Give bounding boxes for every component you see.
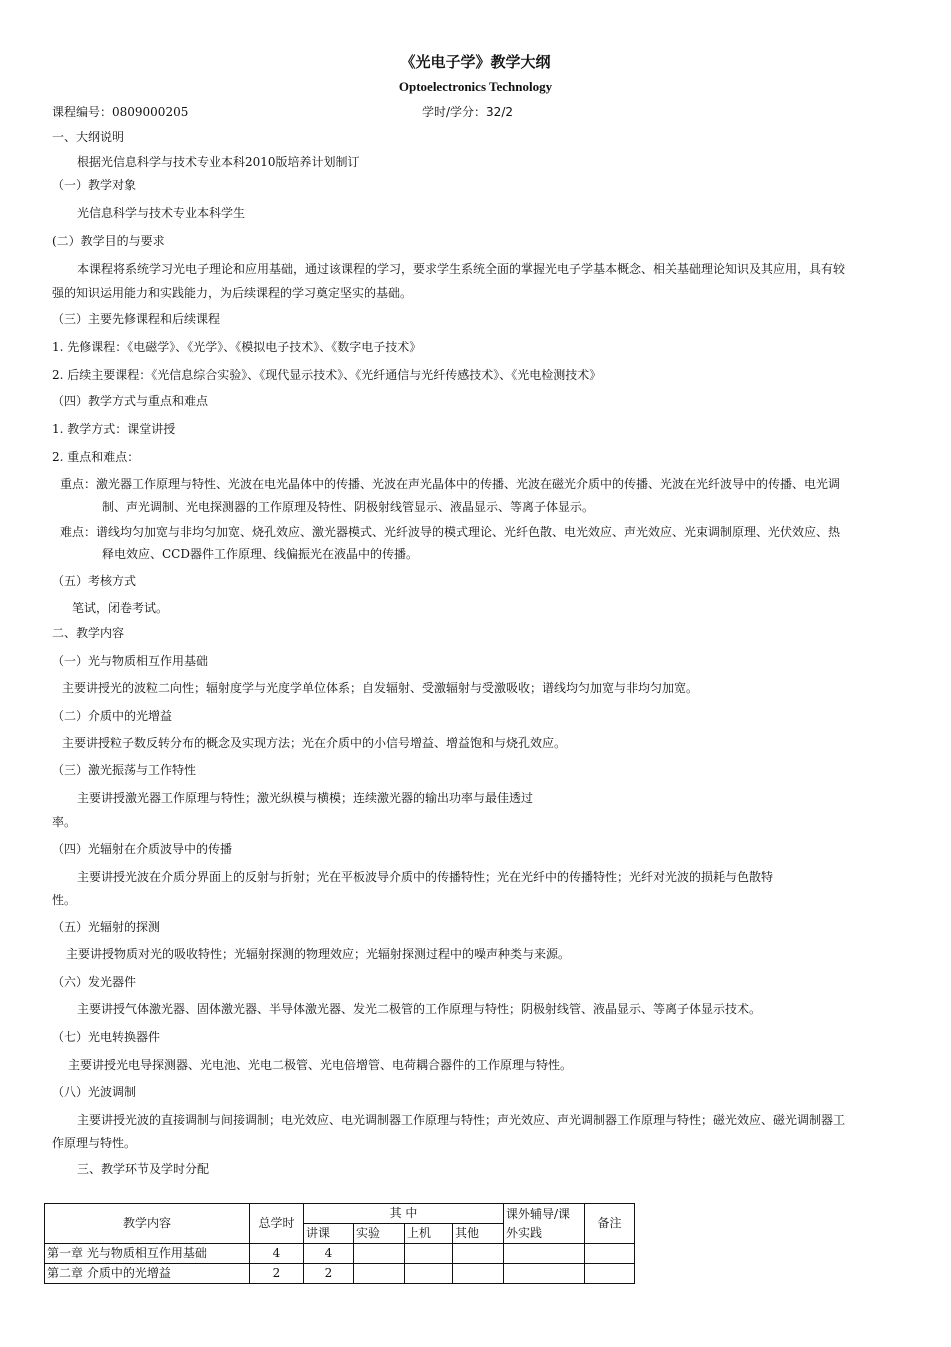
key-points-label: 重点： [60,477,97,491]
table-header-row [45,1204,635,1224]
schedule-table [44,1203,635,1284]
course-code: 课程编号：0809000205 [52,105,189,119]
section4-heading: （四）光辐射在介质波导中的传播 [52,842,233,856]
header-total-hours: 总学时 [250,1204,304,1244]
target-heading: （一）教学对象 [52,178,137,192]
difficulties-line1: 谱线均匀加宽与非均匀加宽、烧孔效应、激光器模式、光纤波导的模式理论、光纤色散、电光效应、声光效应、光束调制原理、光伏效应、热 [96,525,841,539]
section2-text: 主要讲授粒子数反转分布的概念及实现方法；光在介质中的小信号增益、增益饱和与烧孔效应。 [62,736,567,750]
goal-text-line2: 强的知识运用能力和实践能力，为后续课程的学习奠定坚实的基础。 [52,286,413,300]
section2-heading: （二）介质中的光增益 [52,709,173,723]
goal-heading: (二）教学目的与要求 [52,234,165,248]
row-lecture: 4 [304,1244,354,1264]
table-row [45,1244,635,1264]
section5-text: 主要讲授物质对光的吸收特性；光辐射探测的物理效应；光辐射探测过程中的噪声种类与来源。 [66,947,571,961]
key-points-line1: 激光器工作原理与特性、光波在电光晶体中的传播、光波在声光晶体中的传播、光波在磁光介质中的传播、光波在光纤波导中的传播、电光调 [96,477,841,491]
section6-text: 主要讲授气体激光器、固体激光器、半导体激光器、发光二极管的工作原理与特性；阴极射线管、液晶显示、等离子体显示技术。 [77,1002,762,1016]
row-other [453,1264,504,1284]
row-extra [504,1264,585,1284]
table-row [45,1264,635,1284]
header-other: 其他 [453,1224,504,1244]
header-among: 其 中 [304,1204,504,1224]
section4-text-line1: 主要讲授光波在介质分界面上的反射与折射；光在平板波导介质中的传播特性；光在光纤中的传播特性；光纤对光波的损耗与色散特 [77,870,774,884]
section7-heading: （七）光电转换器件 [52,1030,161,1044]
row-other [453,1244,504,1264]
page-subtitle: Optoelectronics Technology [398,79,553,94]
section1-text: 主要讲授光的波粒二向性；辐射度学与光度学单位体系；自发辐射、受激辐射与受激吸收；谱线均匀加宽与非均匀加宽。 [62,681,699,695]
row-name: 第二章 介质中的光增益 [45,1264,250,1284]
header-extra-line1: 课外辅导/课 [506,1206,571,1221]
header-lecture: 讲课 [304,1224,354,1244]
header-extra-practice [504,1204,585,1244]
schedule-heading: 三、教学环节及学时分配 [77,1162,210,1176]
target-text: 光信息科学与技术专业本科学生 [77,206,246,220]
difficulties-label: 难点： [60,525,97,539]
key-points-line2: 制、声光调制、光电探测器的工作原理及特性、阴极射线管显示、液晶显示、等离子体显示。 [102,500,595,514]
section6-heading: （六）发光器件 [52,975,137,989]
section8-heading: （八）光波调制 [52,1085,137,1099]
row-lab [354,1244,405,1264]
row-computer [405,1244,453,1264]
method-heading: （四）教学方式与重点和难点 [52,394,209,408]
row-extra [504,1244,585,1264]
section8-text-line2: 作原理与特性。 [52,1136,137,1150]
header-extra-line2: 外实践 [506,1225,543,1240]
row-total: 4 [250,1244,304,1264]
exam-heading: （五）考核方式 [52,574,137,588]
page-title: 《光电子学》教学大纲 [400,53,551,71]
row-name: 第一章 光与物质相互作用基础 [45,1244,250,1264]
section5-heading: （五）光辐射的探测 [52,920,161,934]
section8-text-line1: 主要讲授光波的直接调制与间接调制；电光效应、电光调制器工作原理与特性；声光效应、声光调制器工作原理与特性；磁光效应、磁光调制器工 [77,1113,846,1127]
row-lab [354,1264,405,1284]
exam-text: 笔试，闭卷考试。 [72,601,169,615]
section4-text-line2: 性。 [52,893,77,907]
row-note [585,1264,635,1284]
followup-courses: 2. 后续主要课程：《光信息综合实验》、《现代显示技术》、《光纤通信与光纤传感技术》、《光电检测技术》 [52,368,602,382]
header-content: 教学内容 [45,1204,250,1244]
section3-heading: （三）激光振荡与工作特性 [52,763,197,777]
row-computer [405,1264,453,1284]
prereq-courses: 1. 先修课程：《电磁学》、《光学》、《模拟电子技术》、《数字电子技术》 [52,340,422,354]
section3-text-line2: 率。 [52,815,77,829]
outline-heading: 一、大纲说明 [52,130,125,144]
content-heading: 二、教学内容 [52,626,125,640]
hours-credits: 学时/学分：32/2 [422,105,513,119]
outline-basis: 根据光信息科学与技术专业本科2010版培养计划制订 [77,155,360,169]
section7-text: 主要讲授光电导探测器、光电池、光电二极管、光电倍增管、电荷耦合器件的工作原理与特性。 [68,1058,573,1072]
section1-heading: （一）光与物质相互作用基础 [52,654,209,668]
teaching-method: 1. 教学方式：课堂讲授 [52,422,176,436]
row-note [585,1244,635,1264]
header-lab: 实验 [354,1224,405,1244]
goal-text-line1: 本课程将系统学习光电子理论和应用基础，通过该课程的学习，要求学生系统全面的掌握光电子学基本概念、相关基础理论知识及其应用，具有较 [77,262,846,276]
prereq-heading: （三）主要先修课程和后续课程 [52,312,221,326]
key-points-heading: 2. 重点和难点： [52,450,140,464]
row-lecture: 2 [304,1264,354,1284]
row-total: 2 [250,1264,304,1284]
header-computer: 上机 [405,1224,453,1244]
header-note: 备注 [585,1204,635,1244]
section3-text-line1: 主要讲授激光器工作原理与特性；激光纵模与横模；连续激光器的输出功率与最佳透过 [77,791,534,805]
difficulties-line2: 释电效应、CCD器件工作原理、线偏振光在液晶中的传播。 [102,547,418,561]
